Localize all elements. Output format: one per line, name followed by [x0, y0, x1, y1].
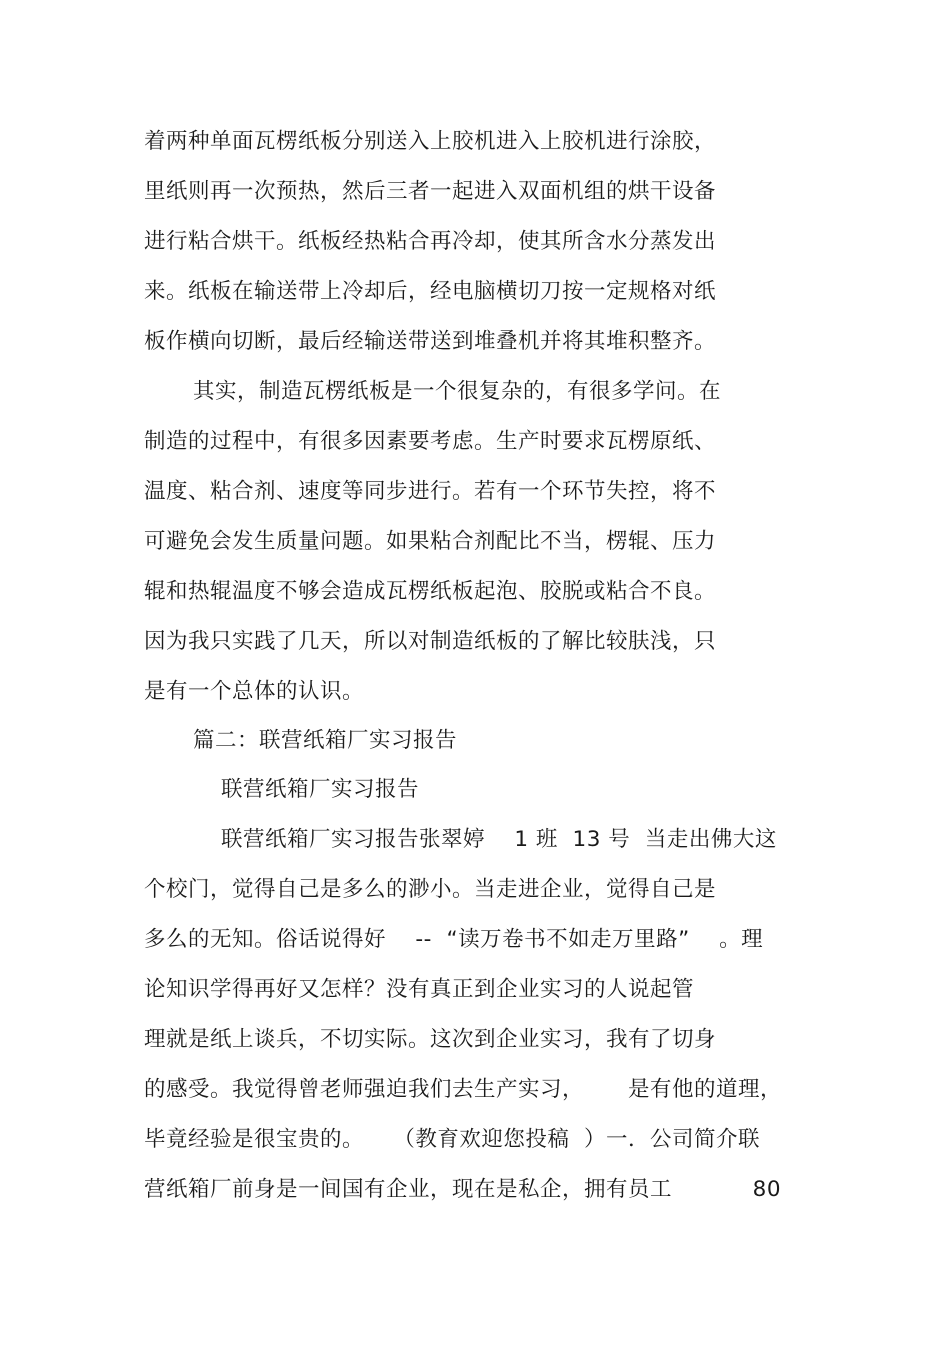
- text-line: 制造的过程中，有很多因素要考虑。生产时要求瓦楞原纸、: [144, 429, 717, 454]
- section-heading: 篇二：联营纸箱厂实习报告: [193, 728, 458, 753]
- text-line: 的感受。我觉得曾老师强迫我们去生产实习， 是有他的道理，: [144, 1077, 783, 1102]
- text-line: 是有一个总体的认识。: [144, 679, 365, 704]
- text-line: 里纸则再一次预热，然后三者一起进入双面机组的烘干设备: [144, 179, 717, 204]
- text-line: 因为我只实践了几天，所以对制造纸板的了解比较肤浅，只: [144, 629, 717, 654]
- text-line: 理就是纸上谈兵，不切实际。这次到企业实习，我有了切身: [144, 1027, 717, 1052]
- paragraph-start-line: 其实，制造瓦楞纸板是一个很复杂的，有很多学问。在: [193, 379, 722, 404]
- text-line: 多么的无知。俗话说得好 -- “读万卷书不如走万里路” 。理: [144, 927, 764, 952]
- text-line: 着两种单面瓦楞纸板分别送入上胶机进入上胶机进行涂胶，: [144, 129, 717, 154]
- text-line: 辊和热辊温度不够会造成瓦楞纸板起泡、胶脱或粘合不良。: [144, 579, 717, 604]
- text-line: 毕竟经验是很宝贵的。 （教育欢迎您投稿 ）一．公司简介联: [144, 1127, 761, 1152]
- text-line: 论知识学得再好又怎样？没有真正到企业实习的人说起管: [144, 977, 695, 1002]
- text-line: 营纸箱厂前身是一间国有企业，现在是私企，拥有员工 80: [144, 1177, 782, 1202]
- text-line: 个校门，觉得自己是多么的渺小。当走进企业，觉得自己是: [144, 877, 717, 902]
- text-line: 温度、粘合剂、速度等同步进行。若有一个环节失控，将不: [144, 479, 717, 504]
- text-line: 可避免会发生质量问题。如果粘合剂配比不当，楞辊、压力: [144, 529, 717, 554]
- paragraph-start-line: 联营纸箱厂实习报告张翠婷 1 班 13 号 当走出佛大这: [221, 827, 777, 852]
- text-line: 板作横向切断，最后经输送带送到堆叠机并将其堆积整齐。: [144, 329, 717, 354]
- report-title: 联营纸箱厂实习报告: [221, 777, 420, 802]
- text-line: 来。纸板在输送带上冷却后，经电脑横切刀按一定规格对纸: [144, 279, 717, 304]
- text-line: 进行粘合烘干。纸板经热粘合再冷却，使其所含水分蒸发出: [144, 229, 717, 254]
